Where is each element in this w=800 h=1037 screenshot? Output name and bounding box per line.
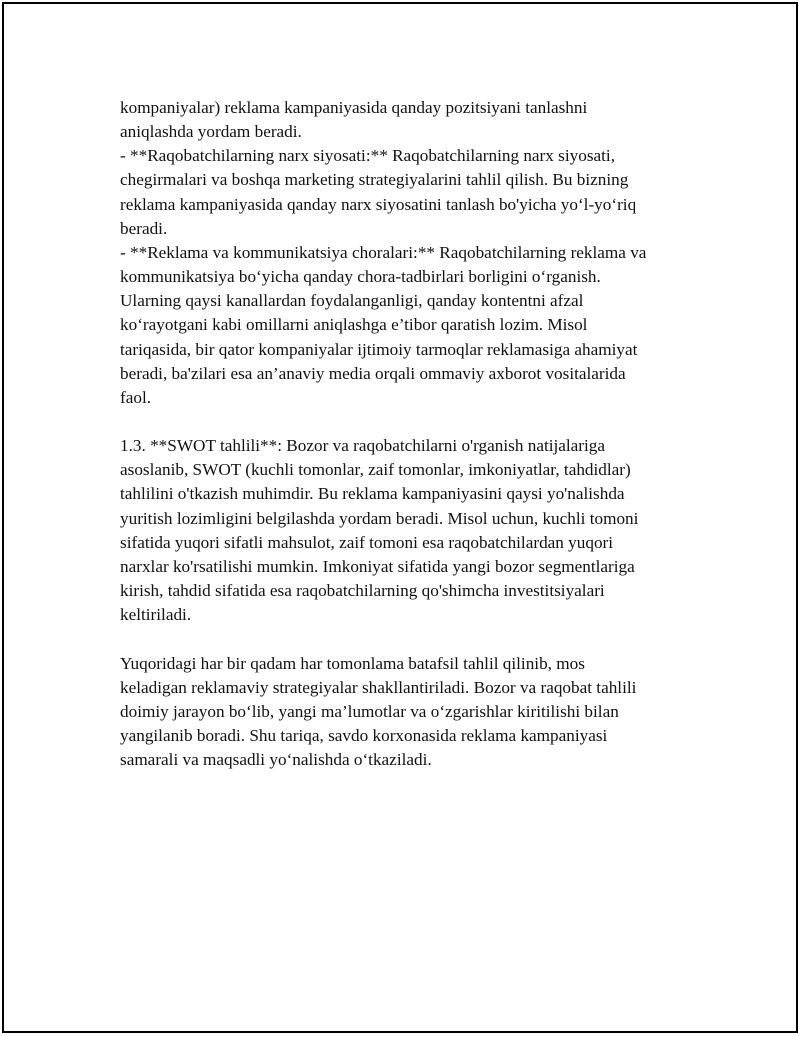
text-line: asoslanib, SWOT (kuchli tomonlar, zaif tomonlar, imkoniyatlar, tahdidlar) xyxy=(120,460,631,480)
text-line: reklama kampaniyasida qanday narx siyosatini tanlash bo'yicha yo‘l-yo‘riq xyxy=(120,194,637,214)
text-line: 1.3. **SWOT tahlili**: Bozor va raqobatchilarni o'rganish natijalariga xyxy=(120,436,606,456)
text-line: - **Reklama va kommunikatsiya choralari:** Raqobatchilarning reklama va xyxy=(120,242,647,262)
text-line: yangilanib boradi. Shu tariqa, savdo korxonasida reklama kampaniyasi xyxy=(120,726,608,746)
text-line: kompaniyalar) reklama kampaniyasida qanday pozitsiyani tanlashni xyxy=(120,98,588,117)
text-line: Ularning qaysi kanallardan foydalanganligi, qanday kontentni afzal xyxy=(120,291,584,311)
text-line: kirish, tahdid sifatida esa raqobatchilarning qo'shimcha investitsiyalari xyxy=(120,581,605,601)
text-line: sifatida yuqori sifatli mahsulot, zaif tomoni esa raqobatchilardan yuqori xyxy=(120,532,614,552)
text-line: beradi, ba'zilari esa an’anaviy media orqali ommaviy axborot vositalarida xyxy=(120,363,626,383)
text-line: beradi. xyxy=(120,218,168,238)
text-line: samarali va maqsadli yo‘nalishda o‘tkaziladi. xyxy=(120,750,432,770)
text-line: keltiriladi. xyxy=(120,605,192,625)
text-line: ko‘rayotgani kabi omillarni aniqlashga e’tibor qaratish lozim. Misol xyxy=(120,315,588,335)
paragraph-swot-analysis xyxy=(120,434,700,627)
text-line: tariqasida, bir qator kompaniyalar ijtimoiy tarmoqlar reklamasiga ahamiyat xyxy=(120,339,638,359)
text-line: faol. xyxy=(120,387,152,407)
paragraph-spacer xyxy=(120,627,700,651)
text-line: doimiy jarayon bo‘lib, yangi ma’lumotlar va o‘zgarishlar kiritilishi bilan xyxy=(120,701,619,721)
document-body xyxy=(120,96,700,772)
text-line: yuritish lozimligini belgilashda yordam beradi. Misol uchun, kuchli tomoni xyxy=(120,508,639,528)
document-page xyxy=(2,2,798,1033)
paragraph-spacer xyxy=(120,410,700,434)
text-line: narxlar ko'rsatilishi mumkin. Imkoniyat sifatida yangi bozor segmentlariga xyxy=(120,556,635,576)
text-line: aniqlashda yordam beradi. xyxy=(120,122,302,142)
text-line: keladigan reklamaviy strategiyalar shakllantiriladi. Bozor va raqobat tahlili xyxy=(120,677,637,697)
text-line: kommunikatsiya bo‘yicha qanday chora-tadbirlari borligini o‘rganish. xyxy=(120,267,601,287)
text-line: - **Raqobatchilarning narx siyosati:** Raqobatchilarning narx siyosati, xyxy=(120,146,615,166)
text-line: chegirmalari va boshqa marketing strategiyalarini tahlil qilish. Bu bizning xyxy=(120,170,629,190)
paragraph-conclusion xyxy=(120,652,700,773)
paragraph-competitor-analysis xyxy=(120,96,700,410)
text-line: Yuqoridagi har bir qadam har tomonlama batafsil tahlil qilinib, mos xyxy=(120,653,585,673)
text-line: tahlilini o'tkazish muhimdir. Bu reklama kampaniyasini qaysi yo'nalishda xyxy=(120,484,625,504)
